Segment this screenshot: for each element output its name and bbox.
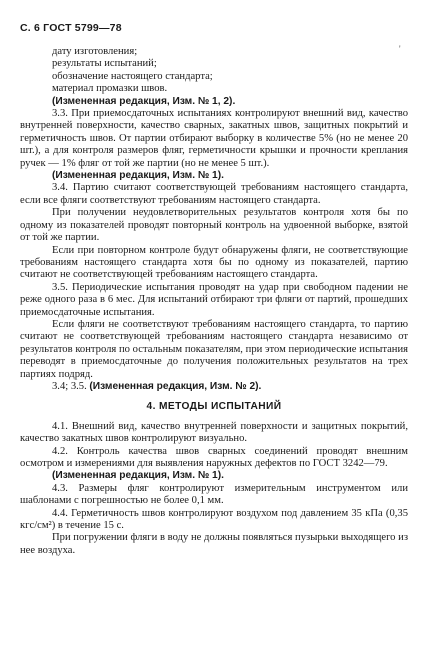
amendment-note: (Измененная редакция, Изм. № 1). bbox=[52, 470, 224, 482]
amendment-text: (Измененная редакция, Изм. № 2). bbox=[89, 380, 262, 392]
paragraph-4-4: 4.4. Герметичность швов контролируют воздухом под давлением 35 кПа (0,35 кгс/см²) в течение 15 с. bbox=[20, 507, 408, 532]
amendment-prefix: 3.4; 3.5. bbox=[52, 380, 87, 392]
paragraph-4-1: 4.1. Внешний вид, качество внутренней поверхности и защитных покрытий, качество закатных швов контролируют визуально. bbox=[20, 420, 408, 445]
paragraph-bubbles: При погружении фляги в воду не должны появляться пузырьки выходящего из нее воздуха. bbox=[20, 532, 408, 556]
paragraph-unsatisfactory: При получении неудовлетворительных результатов контроля хотя бы по одному из показателей проводят повторный контроль на удвоенной выборке, взятой от той же партии. bbox=[20, 207, 408, 244]
page-header: С. 6 ГОСТ 5799—78 bbox=[20, 22, 122, 34]
list-item: материал промазки швов. bbox=[52, 83, 168, 95]
corner-mark: ' bbox=[399, 44, 401, 54]
paragraph-4-3: 4.3. Размеры фляг контролируют измерительным инструментом или шаблонами с погрешностью не более 0,1 мм. bbox=[20, 482, 408, 507]
paragraph-3-5: 3.5. Периодические испытания проводят на удар при свободном падении не реже одного раза в 6 мес. Для испытаний отбирают три фляги от партий, прошедших приемосдаточные испытания. bbox=[20, 281, 408, 318]
paragraph-4-2: 4.2. Контроль качества швов сварных соединений проводят внешним осмотром и измерениями для выявления наружных дефектов по ГОСТ 3242—79. bbox=[20, 445, 408, 469]
amendment-note-3-4-3-5 bbox=[20, 381, 408, 393]
document-body bbox=[20, 46, 408, 557]
paragraph-3-3: 3.3. При приемосдаточных испытаниях контролируют внешний вид, качество внутренней поверхности, качество сварных, закатных швов, защитных покрытий и герметичность швов. От партии отбирают выборку в количестве 5% (но не менее 20 шт.), а для контроля размеров фляг, герметичности крышки и прочности креплания ручек — 1% фляг от той же партии (но не менее 5 шт.). bbox=[20, 108, 408, 169]
paragraph-3-4: 3.4. Партию считают соответствующей требованиям настоящего стандарта, если все фляги соответствуют требованиям настоящего стандарта. bbox=[20, 182, 408, 206]
list-item: дату изготовления; bbox=[52, 46, 138, 57]
section-title: 4. МЕТОДЫ ИСПЫТАНИЙ bbox=[146, 401, 282, 413]
list-item: результаты испытаний; bbox=[52, 58, 157, 70]
paragraph-repeat-control: Если при повторном контроле будут обнаружены фляги, не соответствующие требованиям настоящего стандарта хотя бы по одному из показателей, партию считают не соответствующей требованиям настоящего стандарта. bbox=[20, 244, 408, 281]
amendment-note: (Измененная редакция, Изм. № 1, 2). bbox=[52, 95, 236, 107]
list-item: обозначение настоящего стандарта; bbox=[52, 70, 213, 82]
amendment-note: (Измененная редакция, Изм. № 1). bbox=[52, 170, 224, 182]
paragraph-periodic-failure: Если фляги не соответствуют требованиям настоящего стандарта, то партию считают не соответствующей требованиям настоящего стандарта независимо от результатов контроля по остальным показателям, при этом периодические испытания переводят в приемосдаточные до получения положительных результатов на трех партиях подряд. bbox=[20, 318, 408, 380]
